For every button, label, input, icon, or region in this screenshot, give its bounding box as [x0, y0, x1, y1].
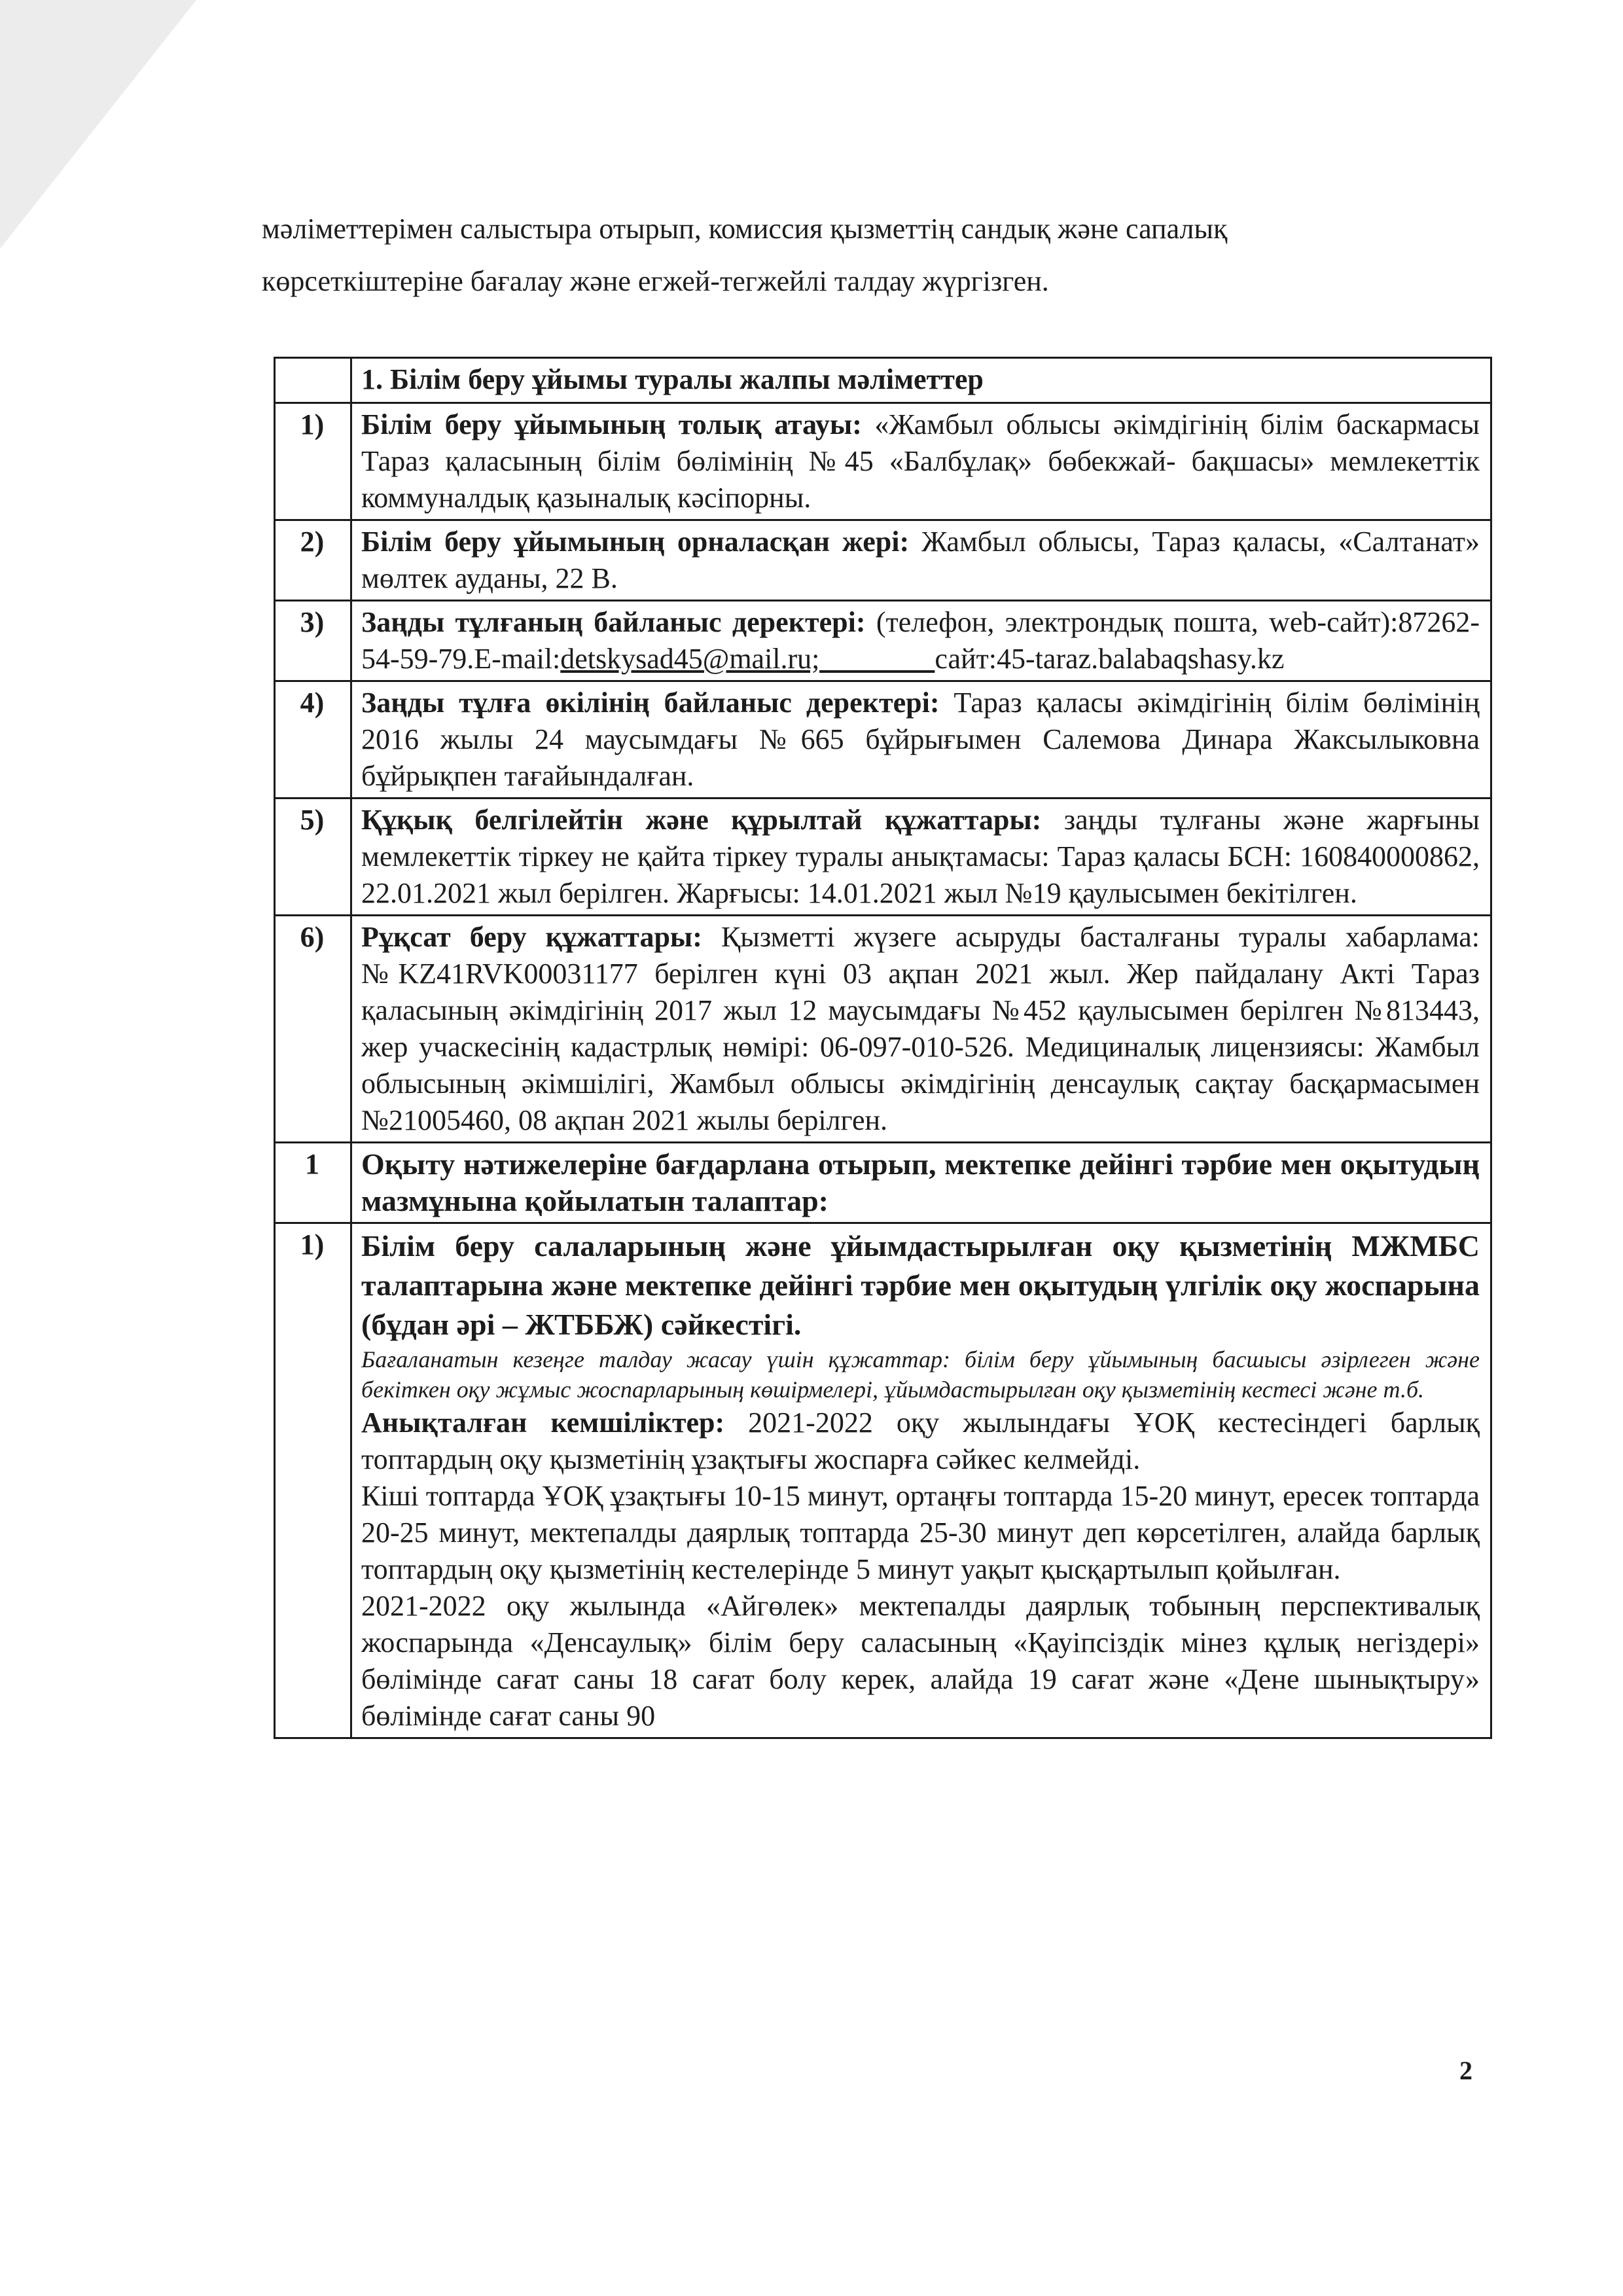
row-number: 1): [275, 403, 351, 520]
scanned-page-edge: [0, 0, 196, 249]
row-text: (телефон, электрондық пошта, web-сайт):87262-54-59-79.E-mail:: [361, 606, 1480, 675]
table-row-location: [275, 520, 1491, 601]
table-row-contacts: [275, 601, 1491, 681]
header-title-cell: [351, 358, 1491, 403]
requirement-content: [351, 1223, 1491, 1738]
row-text: заңды тұлғаны және жарғыны мемлекеттік тіркеу не қайта тіркеу туралы анықтамасы: Тараз қаласы БСН: 160840000862, 22.01.2021 жыл берілген. Жарғысы: 14.01.2021 жыл №19 қаулысымен бекітілген.: [361, 804, 1480, 909]
row-text: «Жамбыл облысы әкімдігінің білім баскармасы Тараз қаласының білім бөлімінің №45 «Балбұлақ» бөбекжай- бақшасы» мемлекеттік коммуналдық қазыналық кәсіпорны.: [361, 408, 1480, 514]
page-number: 2: [1459, 2056, 1472, 2085]
section-number: 1: [275, 1143, 351, 1223]
row-text: Қызметті жүзеге асыруды басталғаны туралы хабарлама: №KZ41RVK00031177 берілген күні 03 ақпан 2021 жыл. Жер пайдалану Акті Тараз қаласының әкімдігінің 2017 жыл 12 маусымдағы №452 қаулысымен берілген №813443, жер учаскесінің кадастрлық нөмірі: 06-097-010-526. Медициналық лицензиясы: Жамбыл облысының әкімшілігі, Жамбыл облысы әкімдігінің денсаулық сақтау басқармасымен №21005460, 08 ақпан 2021 жылы берілген.: [361, 921, 1480, 1136]
intro-line-2: көрсеткіштеріне бағалау және егжей-тегжейлі талдау жүргізген.: [262, 265, 1049, 297]
table-header-row: [275, 358, 1491, 403]
row-content: [351, 681, 1491, 798]
row-content: [351, 798, 1491, 916]
findings-text: 2021-2022 оқу жылындағы ҰОҚ кестесіндегі барлық топтардың оқу қызметінің ұзақтығы жоспарға сәйкес келмейді.: [361, 1407, 1480, 1475]
table-header-title: 1. Білім беру ұйымы туралы жалпы мәліметтер: [361, 363, 984, 395]
intro-line-1: мәліметтерімен салыстыра отырып, комиссия қызметтің сандық және сапалық: [262, 213, 1228, 245]
row-text: Жамбыл облысы, Тараз қаласы, «Салтанат» мөлтек ауданы, 22 В.: [361, 526, 1480, 594]
table-row-full-name: [275, 403, 1491, 520]
info-table: [274, 357, 1492, 1739]
row-text: Тараз қаласы әкімдігінің білім бөлімінің 2016 жылы 24 маусымдағы №665 бұйрығымен Салемова Динара Жаксылыковна бұйрықпен тағайындалған.: [361, 687, 1480, 792]
findings-paragraph: [361, 1405, 1480, 1478]
row-label: Білім беру ұйымының орналасқан жері:: [361, 526, 910, 558]
row-label: Рұқсат беру құжаттары:: [361, 921, 702, 953]
findings-label: Анықталған кемшіліктер:: [361, 1407, 725, 1439]
table-section-row: [275, 1143, 1491, 1223]
row-number: 4): [275, 681, 351, 798]
findings-paragraph-3: 2021-2022 оқу жылында «Айгөлек» мектепалды даярлық тобының перспективалық жоспарында «Денсаулық» білім беру саласының «Қауіпсіздік мінез құлық негіздері» бөлімінде сағат саны 18 сағат болу керек, алайда 19 сағат және «Дене шынықтыру» бөлімінде сағат саны 90: [361, 1590, 1480, 1732]
row-label: Білім беру ұйымының толық атауы:: [361, 408, 862, 440]
email-link[interactable]: detskysad45@mail.ru;: [560, 643, 820, 675]
row-label: Құқық белгілейтін және құрылтай құжаттары:: [361, 804, 1042, 836]
row-content: [351, 601, 1491, 681]
email-underline-gap: [819, 643, 935, 675]
row-number: 6): [275, 916, 351, 1143]
requirement-title: Білім беру салаларының және ұйымдастырылған оқу қызметінің МЖМБС талаптарына және мектепке дейінгі тәрбие мен оқытудың үлгілік оқу жоспарына (бұдан әрі – ЖТББЖ) сәйкестігі.: [361, 1229, 1480, 1341]
table-row-founding-documents: [275, 798, 1491, 916]
requirement-note: Бағаланатын кезеңге талдау жасау үшін құжаттар: білім беру ұйымының басшысы әзірлеген және бекіткен оқу жұмыс жоспарларының көшірмелері, ұйымдастырылған оқу қызметінің кестесі және т.б.: [361, 1346, 1480, 1403]
row-content: [351, 403, 1491, 520]
row-number: 3): [275, 601, 351, 681]
row-label: Заңды тұлға өкілінің байланыс деректері:: [361, 687, 940, 719]
row-label: Заңды тұлғаның байланыс деректері:: [361, 606, 866, 638]
requirement-number: 1): [275, 1223, 351, 1738]
intro-paragraph: [262, 203, 1492, 308]
section-title: Оқыту нәтижелеріне бағдарлана отырып, мектепке дейінгі тәрбие мен оқытудың мазмұнына қойылатын талаптар:: [351, 1143, 1491, 1223]
header-num-cell: [275, 358, 351, 403]
row-content: [351, 520, 1491, 601]
table-row-representative: [275, 681, 1491, 798]
row-content: [351, 916, 1491, 1143]
row-text-site: сайт:45-taraz.balabaqshasy.kz: [935, 643, 1285, 675]
row-number: 2): [275, 520, 351, 601]
table-row-permits: [275, 916, 1491, 1143]
findings-paragraph-2: Кіші топтарда ҰОҚ ұзақтығы 10-15 минут, ортаңғы топтарда 15-20 минут, ересек топтарда 20-25 минут, мектепалды даярлық топтарда 25-30 минут деп көрсетілген, алайда барлық топтардың оқу қызметінің кестелерінде 5 минут уақыт қысқартылып қойылған.: [361, 1480, 1480, 1585]
row-number: 5): [275, 798, 351, 916]
table-requirement-row: [275, 1223, 1491, 1738]
